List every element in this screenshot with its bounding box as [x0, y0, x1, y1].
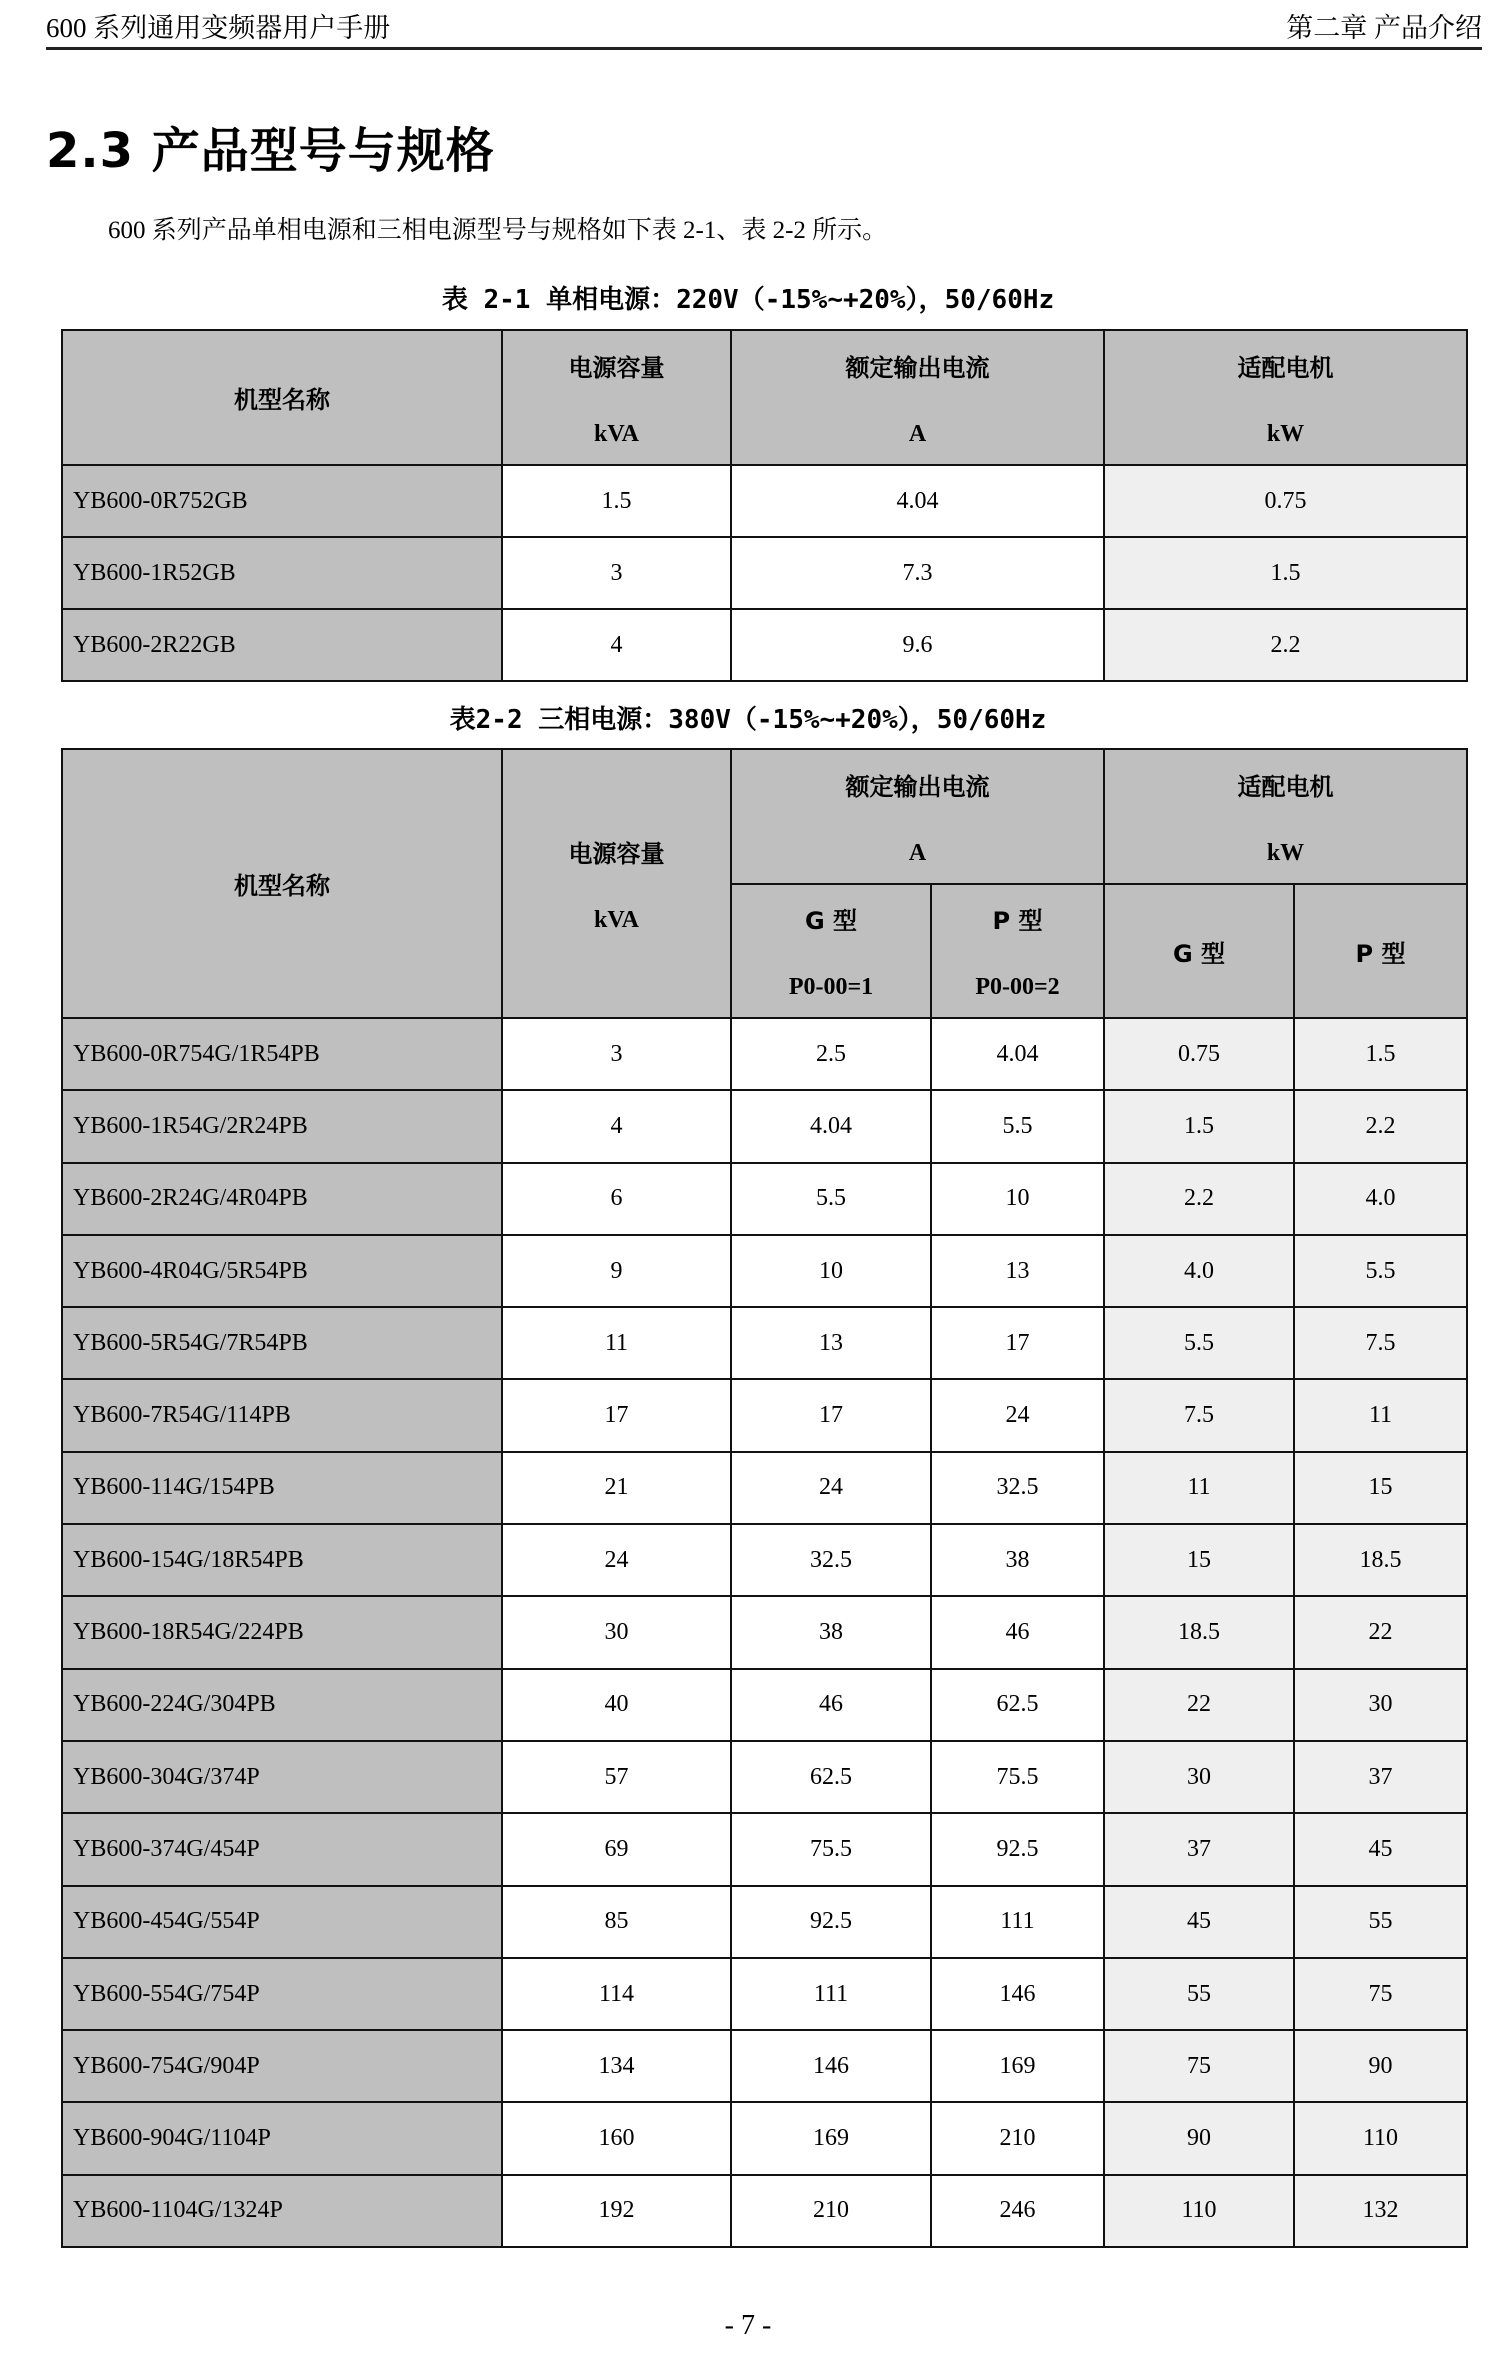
- cell-current-p: 4.04: [931, 1018, 1104, 1090]
- cell-current-g: 17: [731, 1379, 931, 1451]
- cell-model: YB600-2R22GB: [62, 609, 502, 681]
- table-row: [62, 465, 1467, 537]
- cell-current-p: 46: [931, 1596, 1104, 1668]
- g-param-label: P0-00=1: [788, 974, 874, 1000]
- table-row: [62, 1596, 1467, 1668]
- cell-current: 4.04: [731, 465, 1104, 537]
- cell-motor-p: 90: [1294, 2030, 1467, 2102]
- cell-kva: 3: [502, 537, 731, 609]
- cell-kva: 30: [502, 1596, 731, 1668]
- cell-model: YB600-0R752GB: [62, 465, 502, 537]
- cell-motor-g: 15: [1104, 1524, 1294, 1596]
- table-row: [62, 1090, 1467, 1162]
- section-title: 2.3 产品型号与规格: [46, 123, 495, 179]
- table2-header-capacity: [502, 749, 731, 1018]
- motor-unit: kW: [1266, 839, 1305, 866]
- cell-kva: 11: [502, 1307, 731, 1379]
- cell-model: YB600-5R54G/7R54PB: [62, 1307, 502, 1379]
- cell-motor-g: 11: [1104, 1452, 1294, 1524]
- cell-kva: 4: [502, 1090, 731, 1162]
- cell-kva: 4: [502, 609, 731, 681]
- page-number: - 7 -: [724, 2310, 772, 2341]
- cell-current-p: 10: [931, 1163, 1104, 1235]
- table-row: [62, 537, 1467, 609]
- cell-model: YB600-374G/454P: [62, 1813, 502, 1885]
- motor-unit: kW: [1266, 420, 1305, 447]
- cell-current-g: 75.5: [731, 1813, 931, 1885]
- cell-current: 7.3: [731, 537, 1104, 609]
- table2-header-current-g: [731, 884, 931, 1018]
- p-type-label: P 型: [992, 907, 1043, 935]
- cell-kva: 40: [502, 1669, 731, 1741]
- cell-current-g: 4.04: [731, 1090, 931, 1162]
- cell-motor-p: 55: [1294, 1886, 1467, 1958]
- cell-motor-g: 37: [1104, 1813, 1294, 1885]
- cell-kva: 160: [502, 2102, 731, 2174]
- cell-model: YB600-554G/754P: [62, 1958, 502, 2030]
- cell-current-p: 92.5: [931, 1813, 1104, 1885]
- table-row: [62, 1307, 1467, 1379]
- cell-model: YB600-7R54G/114PB: [62, 1379, 502, 1451]
- cell-model: YB600-754G/904P: [62, 2030, 502, 2102]
- cell-model: YB600-1R54G/2R24PB: [62, 1090, 502, 1162]
- p-param-label: P0-00=2: [975, 974, 1060, 1000]
- cell-current-p: 146: [931, 1958, 1104, 2030]
- cell-motor-p: 15: [1294, 1452, 1467, 1524]
- table2-header-model: 机型名称: [62, 749, 502, 1018]
- cell-motor-g: 5.5: [1104, 1307, 1294, 1379]
- cell-model: YB600-454G/554P: [62, 1886, 502, 1958]
- cell-motor-p: 132: [1294, 2175, 1467, 2247]
- cell-kva: 17: [502, 1379, 731, 1451]
- cell-model: YB600-154G/18R54PB: [62, 1524, 502, 1596]
- cell-motor-g: 0.75: [1104, 1018, 1294, 1090]
- table-row: [62, 609, 1467, 681]
- cell-motor-g: 110: [1104, 2175, 1294, 2247]
- cell-current-p: 32.5: [931, 1452, 1104, 1524]
- cell-current-g: 2.5: [731, 1018, 931, 1090]
- table-row: [62, 2102, 1467, 2174]
- table-row: [62, 1524, 1467, 1596]
- cell-current-g: 111: [731, 1958, 931, 2030]
- cell-motor-p: 22: [1294, 1596, 1467, 1668]
- cell-kva: 134: [502, 2030, 731, 2102]
- table2-header-motor: [1104, 749, 1467, 884]
- table-row: [62, 1669, 1467, 1741]
- table-row: [62, 1235, 1467, 1307]
- cell-model: YB600-2R24G/4R04PB: [62, 1163, 502, 1235]
- cell-model: YB600-114G/154PB: [62, 1452, 502, 1524]
- cell-current-g: 146: [731, 2030, 931, 2102]
- cell-current-p: 210: [931, 2102, 1104, 2174]
- cell-model: YB600-224G/304PB: [62, 1669, 502, 1741]
- cell-current-g: 92.5: [731, 1886, 931, 1958]
- cell-kva: 57: [502, 1741, 731, 1813]
- cell-current-p: 38: [931, 1524, 1104, 1596]
- cell-motor-g: 18.5: [1104, 1596, 1294, 1668]
- cell-current-p: 24: [931, 1379, 1104, 1451]
- current-unit: A: [908, 839, 927, 866]
- cell-motor-p: 5.5: [1294, 1235, 1467, 1307]
- g-type-label: G 型: [804, 907, 858, 935]
- cell-motor-g: 90: [1104, 2102, 1294, 2174]
- table1-single-phase: [61, 329, 1468, 682]
- cell-model: YB600-304G/374P: [62, 1741, 502, 1813]
- cell-motor-p: 37: [1294, 1741, 1467, 1813]
- motor-label: 适配电机: [1237, 772, 1334, 801]
- table-row: [62, 1018, 1467, 1090]
- table1-header-model: 机型名称: [62, 330, 502, 465]
- cell-current: 9.6: [731, 609, 1104, 681]
- current-label: 额定输出电流: [845, 772, 990, 801]
- table-row: [62, 1379, 1467, 1451]
- cell-current-g: 13: [731, 1307, 931, 1379]
- cell-kva: 85: [502, 1886, 731, 1958]
- capacity-unit: kVA: [594, 906, 639, 933]
- cell-model: YB600-18R54G/224PB: [62, 1596, 502, 1668]
- cell-current-p: 17: [931, 1307, 1104, 1379]
- cell-current-p: 169: [931, 2030, 1104, 2102]
- intro-paragraph: 600 系列产品单相电源和三相电源型号与规格如下表 2-1、表 2-2 所示。: [108, 217, 888, 244]
- table1-header-current: [731, 330, 1104, 465]
- cell-kva: 69: [502, 1813, 731, 1885]
- table1-header-capacity: [502, 330, 731, 465]
- table2-header-current-p: [931, 884, 1104, 1018]
- cell-kva: 114: [502, 1958, 731, 2030]
- cell-current-p: 5.5: [931, 1090, 1104, 1162]
- table1-caption: 表 2-1 单相电源：220V（-15%~+20%），50/60Hz: [441, 285, 1055, 315]
- table2-header-current: [731, 749, 1104, 884]
- cell-current-g: 210: [731, 2175, 931, 2247]
- table-row: [62, 1163, 1467, 1235]
- cell-model: YB600-0R754G/1R54PB: [62, 1018, 502, 1090]
- cell-motor-p: 4.0: [1294, 1163, 1467, 1235]
- current-label: 额定输出电流: [845, 353, 990, 382]
- cell-motor-p: 110: [1294, 2102, 1467, 2174]
- table-row: [62, 1886, 1467, 1958]
- cell-current-g: 46: [731, 1669, 931, 1741]
- cell-motor-p: 30: [1294, 1669, 1467, 1741]
- cell-motor-p: 45: [1294, 1813, 1467, 1885]
- cell-motor-g: 30: [1104, 1741, 1294, 1813]
- cell-current-g: 62.5: [731, 1741, 931, 1813]
- cell-motor-p: 18.5: [1294, 1524, 1467, 1596]
- cell-motor-g: 7.5: [1104, 1379, 1294, 1451]
- cell-current-g: 38: [731, 1596, 931, 1668]
- cell-motor-g: 4.0: [1104, 1235, 1294, 1307]
- cell-model: YB600-4R04G/5R54PB: [62, 1235, 502, 1307]
- table2-three-phase: [61, 748, 1468, 2248]
- cell-motor-p: 1.5: [1294, 1018, 1467, 1090]
- running-header-title: 600 系列通用变频器用户手册: [46, 13, 391, 43]
- cell-kva: 21: [502, 1452, 731, 1524]
- cell-kva: 9: [502, 1235, 731, 1307]
- cell-current-g: 24: [731, 1452, 931, 1524]
- header-divider: [46, 47, 1482, 50]
- table-row: [62, 1813, 1467, 1885]
- capacity-unit: kVA: [594, 420, 639, 447]
- cell-motor-kw: 0.75: [1104, 465, 1467, 537]
- table2-header-motor-g: G 型: [1104, 884, 1294, 1018]
- cell-motor-p: 7.5: [1294, 1307, 1467, 1379]
- cell-model: YB600-904G/1104P: [62, 2102, 502, 2174]
- cell-current-g: 169: [731, 2102, 931, 2174]
- cell-motor-g: 55: [1104, 1958, 1294, 2030]
- cell-current-p: 246: [931, 2175, 1104, 2247]
- table2-header-motor-p: P 型: [1294, 884, 1467, 1018]
- cell-motor-g: 2.2: [1104, 1163, 1294, 1235]
- table-row: [62, 1958, 1467, 2030]
- cell-kva: 3: [502, 1018, 731, 1090]
- table-row: [62, 2175, 1467, 2247]
- capacity-label: 电源容量: [568, 839, 665, 868]
- cell-motor-kw: 1.5: [1104, 537, 1467, 609]
- cell-current-g: 32.5: [731, 1524, 931, 1596]
- cell-motor-g: 1.5: [1104, 1090, 1294, 1162]
- cell-kva: 6: [502, 1163, 731, 1235]
- cell-model: YB600-1104G/1324P: [62, 2175, 502, 2247]
- cell-motor-g: 22: [1104, 1669, 1294, 1741]
- table2-caption: 表2-2 三相电源：380V（-15%~+20%），50/60Hz: [449, 705, 1047, 735]
- cell-current-p: 62.5: [931, 1669, 1104, 1741]
- table-row: [62, 2030, 1467, 2102]
- table-row: [62, 1741, 1467, 1813]
- table-row: [62, 1452, 1467, 1524]
- cell-current-p: 13: [931, 1235, 1104, 1307]
- cell-current-p: 75.5: [931, 1741, 1104, 1813]
- motor-label: 适配电机: [1237, 353, 1334, 382]
- cell-motor-g: 45: [1104, 1886, 1294, 1958]
- cell-current-p: 111: [931, 1886, 1104, 1958]
- capacity-label: 电源容量: [568, 353, 665, 382]
- cell-motor-p: 11: [1294, 1379, 1467, 1451]
- cell-current-g: 10: [731, 1235, 931, 1307]
- cell-kva: 192: [502, 2175, 731, 2247]
- cell-motor-kw: 2.2: [1104, 609, 1467, 681]
- cell-current-g: 5.5: [731, 1163, 931, 1235]
- cell-motor-p: 2.2: [1294, 1090, 1467, 1162]
- cell-model: YB600-1R52GB: [62, 537, 502, 609]
- current-unit: A: [908, 420, 927, 447]
- cell-motor-p: 75: [1294, 1958, 1467, 2030]
- cell-kva: 24: [502, 1524, 731, 1596]
- table1-header-motor: [1104, 330, 1467, 465]
- cell-kva: 1.5: [502, 465, 731, 537]
- running-header-chapter: 第二章 产品介绍: [1286, 13, 1482, 43]
- cell-motor-g: 75: [1104, 2030, 1294, 2102]
